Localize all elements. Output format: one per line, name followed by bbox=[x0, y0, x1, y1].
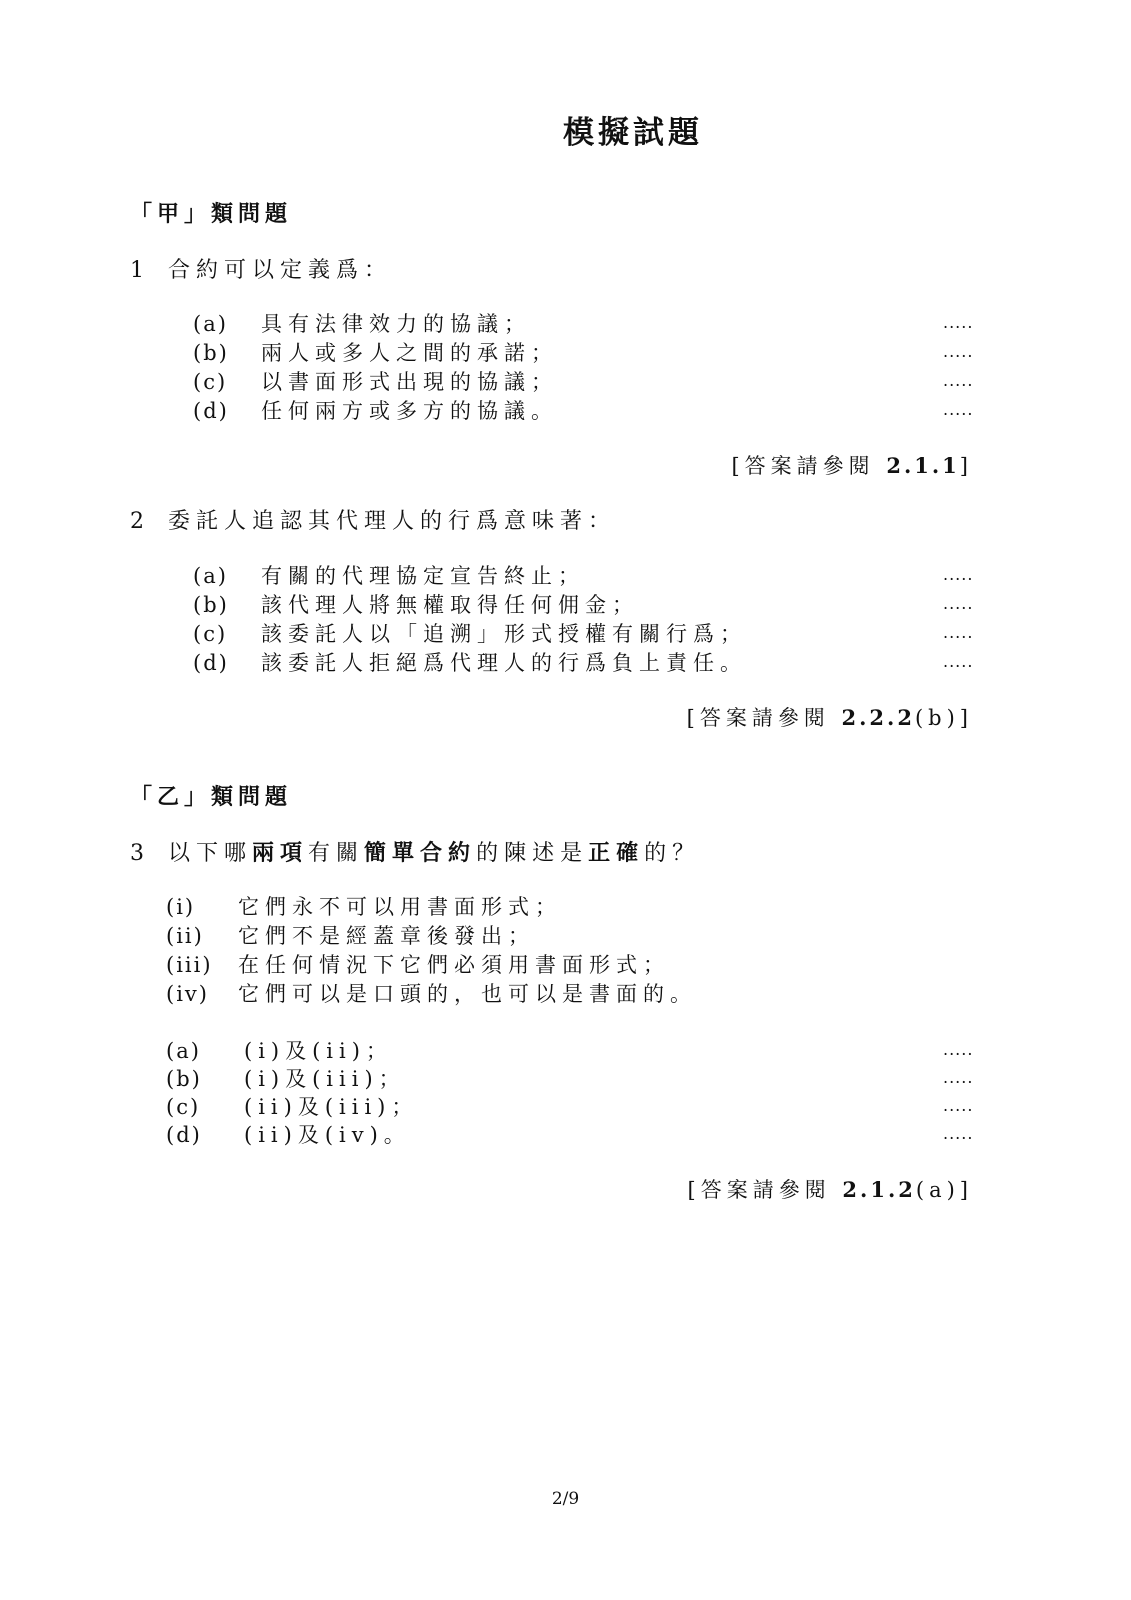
question-number: 1 bbox=[130, 258, 144, 283]
option-text: (ii)及(iii)； bbox=[244, 1095, 419, 1119]
q1-option-c bbox=[193, 366, 558, 396]
answer-blank: ..... bbox=[943, 1068, 974, 1087]
option-label: (c) bbox=[193, 370, 228, 394]
ref-prefix: [答案請參閱 bbox=[731, 454, 887, 478]
q3-option-c bbox=[166, 1091, 418, 1121]
q3-statement-ii bbox=[166, 920, 535, 950]
option-label: (b) bbox=[166, 1067, 202, 1091]
question-text-part: 的？ bbox=[644, 841, 701, 866]
answer-blank: ..... bbox=[943, 400, 974, 419]
question-text-part: 的陳述是 bbox=[476, 841, 589, 866]
q3-option-b bbox=[166, 1063, 406, 1093]
option-label: (d) bbox=[193, 651, 229, 675]
ref-section: 2.1.1 bbox=[886, 453, 960, 478]
question-number: 3 bbox=[130, 841, 144, 866]
answer-blank: ..... bbox=[943, 594, 974, 613]
option-label: (d) bbox=[166, 1123, 202, 1147]
section-heading-a: 「甲」類問題 bbox=[130, 201, 293, 227]
option-text: 以書面形式出現的協議； bbox=[261, 370, 558, 394]
question-emphasis: 簡單合約 bbox=[364, 840, 477, 866]
statement-label: (ii) bbox=[166, 924, 204, 948]
question-text-part: 有關 bbox=[308, 841, 365, 866]
option-text: (i)及(iii)； bbox=[244, 1067, 406, 1091]
question-text: 合約可以定義爲： bbox=[168, 258, 393, 283]
ref-suffix: (a)] bbox=[915, 1178, 973, 1202]
option-label: (a) bbox=[166, 1039, 201, 1063]
statement-label: (iv) bbox=[166, 982, 209, 1006]
option-text: 該代理人將無權取得任何佣金； bbox=[261, 593, 639, 617]
option-text: 有關的代理協定宣告終止； bbox=[261, 564, 585, 588]
answer-blank: ..... bbox=[943, 1040, 974, 1059]
option-label: (c) bbox=[166, 1095, 201, 1119]
answer-blank: ..... bbox=[943, 342, 974, 361]
q3-option-a bbox=[166, 1035, 393, 1065]
page-title-text: 模擬試題 bbox=[563, 115, 703, 151]
answer-blank: ..... bbox=[943, 652, 974, 671]
question-3 bbox=[130, 836, 700, 867]
option-text: 該委託人以「追溯」形式授權有關行爲； bbox=[261, 622, 747, 646]
answer-blank: ..... bbox=[943, 1096, 974, 1115]
ref-prefix: [答案請參閱 bbox=[687, 1178, 843, 1202]
question-2 bbox=[130, 504, 616, 535]
statement-text: 在任何情況下它們必須用書面形式； bbox=[238, 953, 670, 977]
ref-suffix: (b)] bbox=[914, 706, 973, 730]
answer-reference-q2 bbox=[687, 702, 973, 732]
page-title bbox=[0, 107, 1131, 152]
question-text: 委託人追認其代理人的行爲意味著： bbox=[168, 509, 617, 534]
statement-text: 它們不是經蓋章後發出； bbox=[238, 924, 535, 948]
option-label: (b) bbox=[193, 341, 229, 365]
ref-suffix: ] bbox=[959, 454, 973, 478]
ref-prefix: [答案請參閱 bbox=[686, 706, 842, 730]
q1-option-d bbox=[193, 395, 558, 425]
option-label: (a) bbox=[193, 564, 228, 588]
page-number-text: 2/9 bbox=[551, 1489, 580, 1509]
q2-option-b bbox=[193, 589, 639, 619]
answer-blank: ..... bbox=[943, 623, 974, 642]
q1-option-b bbox=[193, 337, 558, 367]
q3-statement-iv bbox=[166, 978, 697, 1008]
q2-option-c bbox=[193, 618, 747, 648]
option-text: (i)及(ii)； bbox=[244, 1039, 393, 1063]
option-label: (c) bbox=[193, 622, 228, 646]
section-heading-b: 「乙」類問題 bbox=[130, 784, 293, 810]
option-label: (a) bbox=[193, 312, 228, 336]
option-text: (ii)及(iv)。 bbox=[244, 1123, 411, 1147]
option-text: 兩人或多人之間的承諾； bbox=[261, 341, 558, 365]
question-emphasis: 兩項 bbox=[252, 840, 309, 866]
option-label: (d) bbox=[193, 399, 229, 423]
q2-option-a bbox=[193, 560, 585, 590]
statement-text: 它們可以是口頭的，也可以是書面的。 bbox=[238, 982, 697, 1006]
question-emphasis: 正確 bbox=[588, 840, 645, 866]
q1-option-a bbox=[193, 308, 531, 338]
ref-section: 2.2.2 bbox=[841, 705, 915, 730]
answer-blank: ..... bbox=[943, 371, 974, 390]
answer-blank: ..... bbox=[943, 1124, 974, 1143]
q3-statement-iii bbox=[166, 949, 670, 979]
option-text: 具有法律效力的協議； bbox=[261, 312, 531, 336]
answer-reference-q1 bbox=[731, 450, 973, 480]
q2-option-d bbox=[193, 647, 747, 677]
option-text: 該委託人拒絕爲代理人的行爲負上責任。 bbox=[261, 651, 747, 675]
answer-blank: ..... bbox=[943, 313, 974, 332]
statement-text: 它們永不可以用書面形式； bbox=[238, 895, 562, 919]
option-text: 任何兩方或多方的協議。 bbox=[261, 399, 558, 423]
question-text-part: 以下哪 bbox=[168, 841, 253, 866]
option-label: (b) bbox=[193, 593, 229, 617]
q3-statement-i bbox=[166, 891, 562, 921]
statement-label: (i) bbox=[166, 895, 196, 919]
question-1 bbox=[130, 253, 392, 284]
answer-blank: ..... bbox=[943, 565, 974, 584]
question-number: 2 bbox=[130, 509, 144, 534]
ref-section: 2.1.2 bbox=[842, 1177, 916, 1202]
page-number bbox=[0, 1489, 1131, 1509]
answer-reference-q3 bbox=[688, 1174, 973, 1204]
statement-label: (iii) bbox=[166, 953, 213, 977]
q3-option-d bbox=[166, 1119, 411, 1149]
